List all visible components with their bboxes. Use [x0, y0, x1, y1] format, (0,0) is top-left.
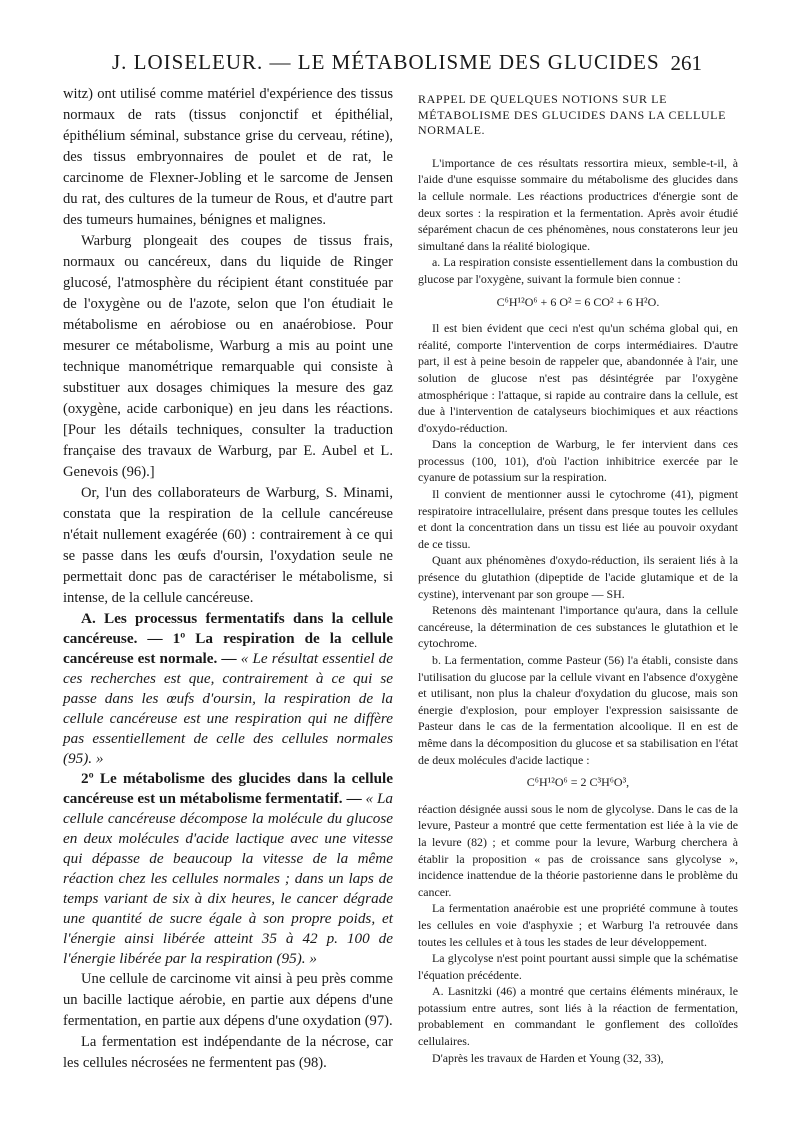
left-paragraph-3: Or, l'un des collaborateurs de Warburg, S. Minami, constata que la respiration de la cellule cancéreuse n'était nullement exagérée (60) : contrairement à ce qui se passe dans les œufs d'oursin, l'oxydation seule ne permettait donc pas de caractériser le métabolisme, si intense, de la cellule cancéreuse. [63, 485, 393, 606]
right-paragraph-9: réaction désignée aussi sous le nom de glycolyse. Dans le cas de la levure, Pasteur a montré que cette fermentation est liée à la vie de la levure (82) ; et comme pour la levure, Warburg cherchera à établir la proposition « pas de croissance sans glycolyse », incidence inattendue de la théorie pastorienne dans le problème du cancer. [418, 801, 738, 899]
section-a-heading: A. Les processus fermentatifs dans la cellule cancéreuse. — 1º La respiration de la cellule cancéreuse est normale. — [63, 610, 393, 667]
right-paragraph-5: Il convient de mentionner aussi le cytochrome (41), pigment respiratoire intracellulaire, présent dans presque toutes les cellules et dont la concentration dans un tissu est liée au pouvoir oxydant de ce tissu. [418, 487, 738, 551]
left-paragraph-2: Warburg plongeait des coupes de tissus frais, normaux ou cancéreux, dans du liquide de Ringer glucosé, l'atmosphère du récipient étant constituée par de l'oxygène ou de l'azote, selon que l'on étudiait le métabolisme en aérobiose ou en anaérobiose. Pour mesurer ce métabolisme, Warburg a mis au point une technique manométrique remarquable qui consiste à substituer aux dosages chimiques la mesure des gaz (oxygène, acide carbonique) en jeu dans les réactions. [Pour les détails techniques, consulter la traduction française des travaux de Warburg, par E. Aubel et L. Genevois (96).] [63, 233, 393, 480]
left-section-2 [63, 769, 393, 969]
right-paragraph-4: Dans la conception de Warburg, le fer intervient dans ces processus (100, 101), d'où l'action inhibitrice exercée par le cyanure de potassium sur la respiration. [418, 437, 738, 485]
right-paragraph-6: Quant aux phénomènes d'oxydo-réduction, ils seraient liés à la présence du glutathion (dipeptide de l'acide glutamique et de la cystine), intervenant par son groupe — SH. [418, 553, 738, 601]
right-paragraph-12: A. Lasnitzki (46) a montré que certains éléments minéraux, le potassium entre autres, sont liés à la réaction de fermentation, probablement en commandant le gonflement des colloïdes cellulaires. [418, 984, 738, 1049]
formula-respiration: C⁶H¹²O⁶ + 6 O² = 6 CO² + 6 H²O. [496, 294, 660, 309]
right-paragraph-10: La fermentation anaérobie est une propriété commune à toutes les cellules en voie d'asphyxie ; et Warburg l'a retrouvée dans toutes les cellules et à tous les stades de leur développement. [418, 901, 738, 949]
right-paragraph-13: D'après les travaux de Harden et Young (32, 33), [432, 1050, 664, 1065]
left-paragraph-6: Une cellule de carcinome vit ainsi à peu près comme un bacille lactique aérobie, en partie aux dépens d'une fermentation, en partie aux dépens d'une oxydation (97). [63, 971, 393, 1029]
formula-glycolysis: C⁶H¹²O⁶ = 2 C³H⁶O³, [526, 775, 630, 790]
section-heading-recap: RAPPEL DE QUELQUES NOTIONS SUR LE MÉTABOLISME DES GLUCIDES DANS LA CELLULE NORMALE. [418, 92, 727, 138]
right-paragraph-7: Retenons dès maintenant l'importance qu'aura, dans la cellule cancéreuse, la détermination de ces substances le glutathion et le cytochrome. [418, 603, 738, 651]
section-2-quote: « La cellule cancéreuse décompose la molécule du glucose en deux molécules d'acide lactique avec une vitesse qui dépasse de beaucoup la vitesse de la même réaction chez les cellules normales ; dans un laps de temps variant de six à dix heures, le cancer dégrade une quantité de sucre égale à son propre poids, et l'énergie ainsi libérée atteint 35 à 42 p. 100 de l'énergie libérée par la respiration (95). » [63, 790, 393, 967]
right-paragraph-11: La glycolyse n'est point pourtant aussi simple que la schématise l'équation précédente. [418, 951, 738, 982]
right-paragraph-1: L'importance de ces résultats ressortira mieux, semble-t-il, à l'aide d'une esquisse sommaire du métabolisme des glucides dans la cellule normale. Les réactions productrices d'énergie sont de deux sortes : la respiration et la fermentation. Après avoir étudié séparément chacun de ces phénomènes, nous constaterons leur jeu simultané dans la réalité biologique. [418, 155, 738, 253]
page-number: 261 [670, 51, 702, 75]
right-paragraph-3: Il est bien évident que ceci n'est qu'un schéma global qui, en réalité, comporte l'intervention de corps intermédiaires. D'autre part, il est à peine besoin de rappeler que, abandonnée à l'air, une solution de glucose n'est pas désintégrée par l'oxygène atmosphérique : l'attaque, si rapide au contraire dans la cellule, est due à l'intervention de catalyseurs biochimiques et aux réactions d'oxydo-réduction. [418, 321, 738, 435]
left-paragraph-7: La fermentation est indépendante de la nécrose, car les cellules nécrosées ne fermentent pas (98). [63, 1034, 393, 1071]
right-paragraph-respiration: a. La respiration consiste essentiellement dans la combustion du glucose par l'oxygène, suivant la formule bien connue : [418, 255, 738, 286]
section-2-heading: 2º Le métabolisme des glucides dans la cellule cancéreuse est un métabolisme fermentatif. — [63, 770, 393, 807]
right-column [418, 92, 738, 1066]
section-a-quote: « Le résultat essentiel de ces recherches est que, contrairement à ce qui se passe dans les œufs d'oursin, la respiration de la cellule cancéreuse est une respiration qui ne diffère pas essentiellement de celle des cellules normales (95). » [63, 650, 394, 767]
left-paragraph-1: witz) ont utilisé comme matériel d'expérience des tissus normaux de rats (tissus conjonctif et épithélial, épithélium séminal, substance grise du cerveau, rétine), des tissus embryonnaires de poulet et de rat, le carcinome de Flexner-Jobling et le sarcome de Jensen du rat, des cultures de la tumeur de Rous, et d'autre part des tumeurs humaines, bénignes et malignes. [63, 86, 393, 228]
left-column [63, 84, 393, 1074]
left-section-a [63, 609, 393, 769]
right-paragraph-fermentation: b. La fermentation, comme Pasteur (56) l'a établi, consiste dans l'utilisation du glucose par la cellule vivant en l'absence d'oxygène et utilisant, non plus la chaleur d'oxydation du glucose, mais son énergie d'explosion, pour employer l'expression saisissante de Pasteur dans le cas de la fermentation alcoolique. Il en est de même dans la décomposition du glucose et sa stabilisation en l'état de deux molécules d'acide lactique : [418, 653, 738, 767]
running-title: J. LOISELEUR. — LE MÉTABOLISME DES GLUCIDES [112, 50, 660, 74]
running-header [112, 50, 702, 82]
